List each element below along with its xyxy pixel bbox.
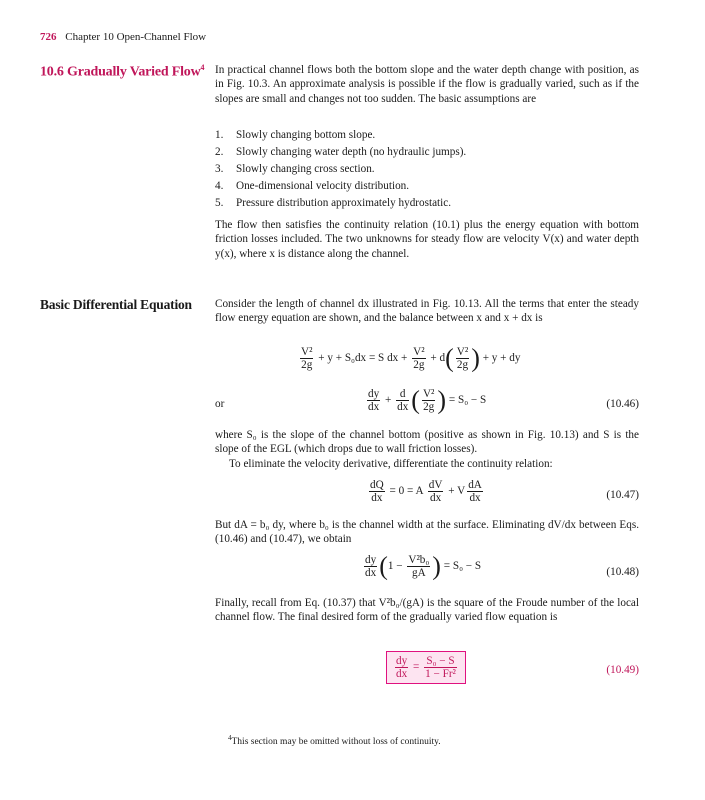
section-footnote-mark: 4 — [200, 63, 205, 72]
consider-paragraph: Consider the length of channel dx illustrated in Fig. 10.13. All the terms that enter the steady flow energy equation are shown, and the balance between x and x + dx is — [215, 298, 639, 325]
list-item — [215, 144, 639, 161]
equation-number: (10.49) — [606, 664, 639, 676]
numerator: dQ — [370, 479, 384, 491]
fraction — [412, 346, 425, 371]
list-text: Slowly changing bottom slope. — [236, 129, 376, 141]
equation-term: + V — [448, 485, 466, 498]
continuity-paragraph: The flow then satisfies the continuity relation (10.1) plus the energy equation with bottom friction losses included. The two unknowns for steady flow are velocity V(x) and water depth y(x), where x is distance along the channel. — [215, 219, 639, 260]
fraction — [395, 655, 408, 680]
equation-10-47 — [367, 479, 485, 504]
fraction — [364, 554, 377, 579]
numerator: d — [396, 388, 409, 401]
denominator: dx — [429, 492, 442, 504]
equation-term: 1 − — [387, 560, 403, 573]
fraction — [467, 479, 483, 504]
chapter-title: Chapter 10 Open-Channel Flow — [65, 31, 207, 43]
numerator: V² — [301, 346, 313, 358]
equation-term: + d — [430, 352, 446, 365]
numerator: dV — [428, 479, 443, 491]
numerator: dy — [365, 554, 377, 566]
numerator: V²b₀ — [408, 554, 430, 566]
denominator: dx — [365, 567, 377, 579]
section-title — [40, 63, 204, 81]
intro-paragraph: In practical channel flows both the bottom slope and the water depth change with position, as in Fig. 10.3. An approximate analysis is possible if the flow is gradually varied, such as if the slopes are small and changes not too sudden. The basic assumptions are — [215, 64, 639, 105]
numerator: V² — [422, 388, 435, 400]
numerator: V² — [456, 346, 469, 358]
denominator: 2g — [456, 359, 469, 371]
equation-10-46: $\frac{dy}{dx}$ + $\frac{d}{dx}$ ( $\frac{\text{V²}}{2g}$ ) = S₀ − S — [368, 385, 487, 415]
list-item — [215, 195, 639, 212]
numerator: dy — [368, 388, 380, 400]
section-title-text: 10.6 Gradually Varied Flow — [40, 64, 201, 80]
fraction — [300, 346, 313, 371]
equation-prefix-or: or — [215, 398, 225, 410]
equation-term: + — [384, 394, 392, 407]
fraction — [428, 479, 444, 504]
but-paragraph: But dA = b₀ dy, where b₀ is the channel width at the surface. Eliminating dV/dx between Eqs. (10.46) and (10.47), we obtain — [215, 519, 639, 546]
equation-term: = S₀ − S — [448, 394, 487, 407]
denominator: 1 − Fr² — [425, 668, 456, 680]
equation-term: + y + dy — [482, 352, 521, 365]
finally-paragraph: Finally, recall from Eq. (10.37) that V²b₀/(gA) is the square of the Froude number of the local channel flow. The final desired form of the gradually varied flow equation is — [215, 597, 639, 624]
fraction — [369, 479, 385, 504]
fraction — [407, 554, 430, 579]
footnote-text: This section may be omitted without loss of continuity. — [231, 737, 441, 748]
numerator: V² — [413, 346, 425, 358]
equation-term: = S₀ − S — [443, 560, 482, 573]
list-number: 3. — [215, 163, 224, 175]
energy-equation: $\frac{\text{V²}}{2g}$ + y + S₀dx = S dx + $\frac{\text{V²}}{2g}$ + d( $\frac{\text{V²}}{2g}$ ) + y + dy — [301, 343, 521, 373]
denominator: dx — [469, 492, 481, 504]
subsection-title: Basic Differential Equation — [40, 297, 192, 312]
equation-number: (10.47) — [606, 489, 639, 501]
fraction — [456, 346, 469, 371]
numerator: dy — [396, 655, 408, 667]
equation-term: = 0 = A — [389, 485, 423, 498]
denominator: dx — [397, 401, 409, 413]
numerator: S₀ − S — [424, 655, 457, 668]
equation-term: + y + S₀dx = S dx + — [318, 352, 408, 365]
numerator: dA — [468, 479, 482, 491]
denominator: dx — [368, 401, 380, 413]
footnote-mark: 4 — [228, 734, 232, 742]
denominator: gA — [411, 567, 426, 579]
list-item — [215, 161, 639, 178]
denominator: 2g — [413, 359, 425, 371]
where-paragraph: where S₀ is the slope of the channel bottom (positive as shown in Fig. 10.13) and S is the slope of the EGL (which drops due to wall friction losses). — [215, 429, 639, 456]
list-number: 2. — [215, 146, 224, 158]
assumptions-list — [215, 127, 639, 212]
page-number: 726 — [40, 31, 57, 43]
denominator: 2g — [301, 359, 313, 371]
fraction — [367, 388, 380, 413]
equation-10-48: $\frac{dy}{dx}$ (1 − $\frac{\text{V²b₀}}{gA}$ ) = S₀ − S — [365, 551, 482, 581]
list-text: Slowly changing water depth (no hydraulic jumps). — [236, 146, 467, 158]
running-header — [40, 31, 206, 43]
denominator: 2g — [423, 401, 435, 413]
denominator: dx — [371, 492, 383, 504]
list-item — [215, 127, 639, 144]
equation-number: (10.46) — [606, 398, 639, 410]
list-text: One-dimensional velocity distribution. — [236, 180, 410, 192]
list-text: Slowly changing cross section. — [236, 163, 375, 175]
list-number: 4. — [215, 180, 224, 192]
eliminate-paragraph: To eliminate the velocity derivative, differentiate the continuity relation: — [229, 458, 553, 470]
list-item — [215, 178, 639, 195]
fraction — [422, 388, 435, 413]
list-number: 5. — [215, 197, 224, 209]
equation-term: = — [412, 661, 420, 674]
list-number: 1. — [215, 129, 224, 141]
list-text: Pressure distribution approximately hydrostatic. — [236, 197, 452, 209]
fraction — [396, 388, 409, 413]
equation-number: (10.48) — [606, 566, 639, 578]
footnote — [228, 734, 441, 747]
fraction — [424, 655, 457, 680]
denominator: dx — [396, 668, 408, 680]
equation-10-49-box — [386, 651, 466, 684]
